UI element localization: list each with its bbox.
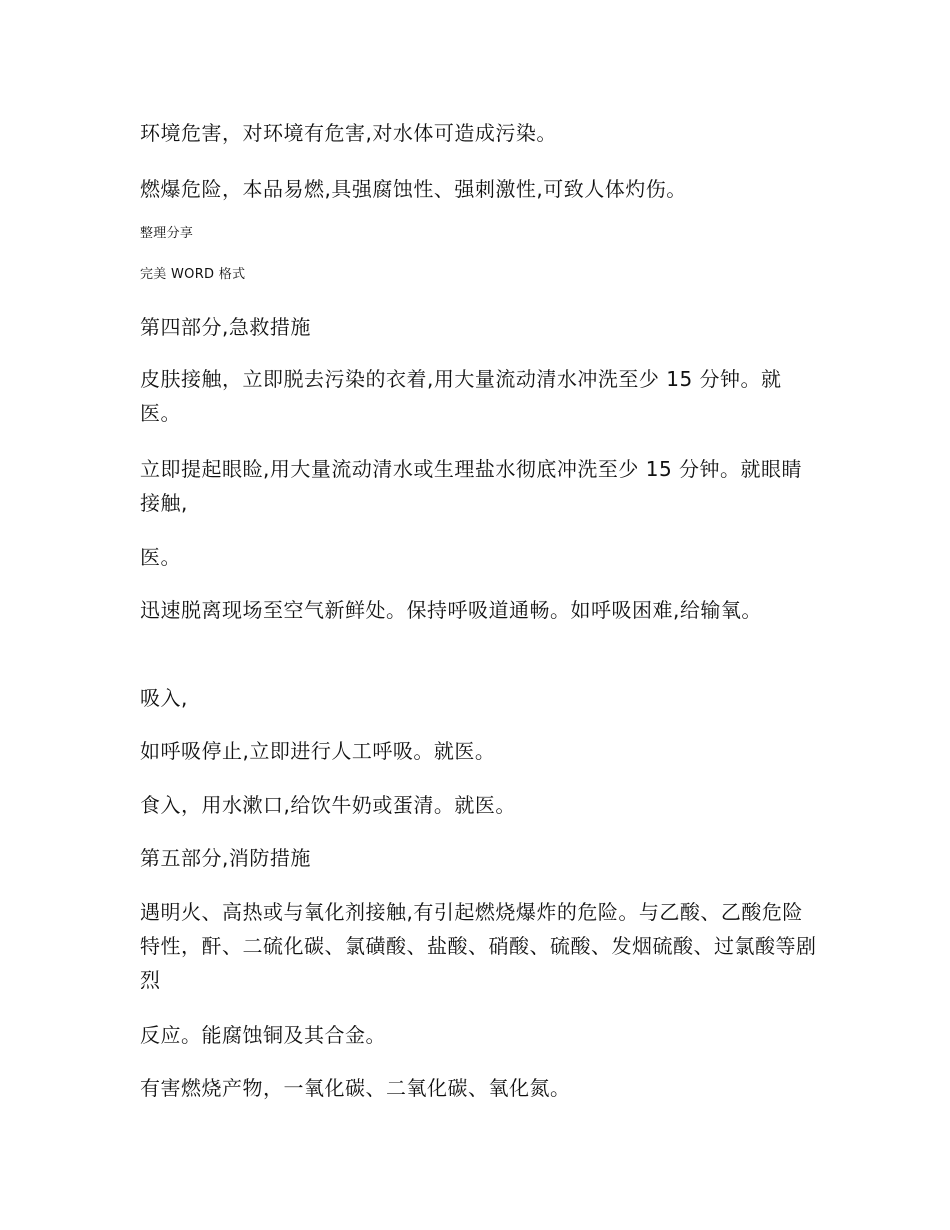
inhalation-label: 吸入, — [140, 686, 188, 710]
inhalation-text: 迅速脱离现场至空气新鲜处。保持呼吸道通畅。如呼吸困难,给输氧。 — [140, 598, 762, 622]
hazard-characteristics-continued-text: 反应。能腐蚀铜及其合金。 — [140, 1023, 386, 1047]
environment-hazard-text: 环境危害，对环境有危害,对水体可造成污染。 — [140, 121, 557, 145]
section-4-heading: 第四部分,急救措施 — [140, 315, 311, 339]
watermark-share-text: 整理分享 — [140, 226, 194, 241]
eye-contact-text: 立即提起眼睑,用大量流动清水或生理盐水彻底冲洗至少 15 分钟。就眼睛接触, — [140, 457, 803, 515]
eye-contact-continued-text: 医。 — [140, 545, 181, 569]
hazard-characteristics-text: 遇明火、高热或与氧化剂接触,有引起燃烧爆炸的危险。与乙酸、乙酸危险特性，酐、二硫化碳、氯磺酸、盐酸、硝酸、硫酸、发烟硫酸、过氯酸等剧烈 — [140, 900, 817, 992]
watermark-format-text: 完美 WORD 格式 — [140, 267, 246, 282]
section-5-heading: 第五部分,消防措施 — [140, 846, 311, 870]
combustion-products-text: 有害燃烧产物，一氧化碳、二氧化碳、氧化氮。 — [140, 1076, 571, 1100]
ingestion-text: 食入，用水漱口,给饮牛奶或蛋清。就医。 — [140, 793, 516, 817]
inhalation-continued-text: 如呼吸停止,立即进行人工呼吸。就医。 — [140, 739, 496, 763]
skin-contact-text: 皮肤接触，立即脱去污染的衣着,用大量流动清水冲洗至少 15 分钟。就医。 — [140, 367, 782, 425]
fire-explosion-hazard-text: 燃爆危险，本品易燃,具强腐蚀性、强刺激性,可致人体灼伤。 — [140, 177, 687, 201]
